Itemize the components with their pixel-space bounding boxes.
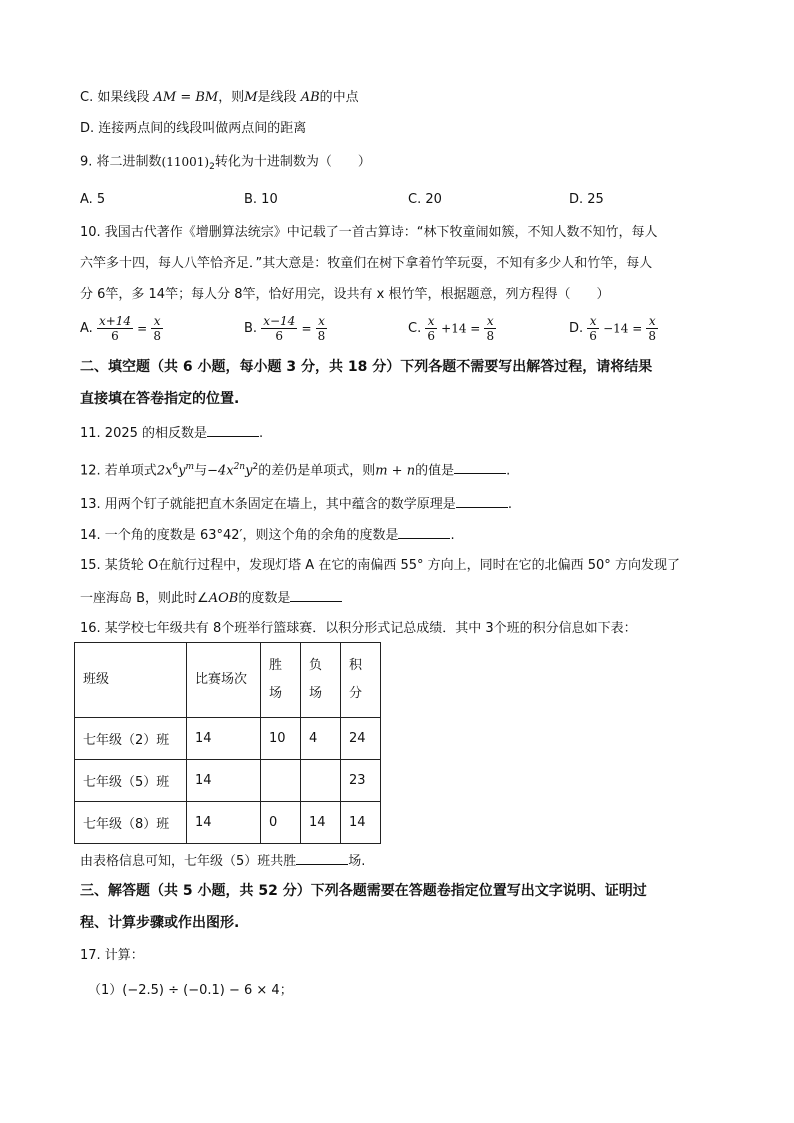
q10-b-num1: x−14 [263, 314, 296, 328]
q10-c-den1: 6 [427, 329, 435, 343]
score-table [74, 642, 381, 844]
q16-intro: 16. 某学校七年级共有 8个班举行篮球赛．以积分形式记总成绩．其中 3个班的积分信息如下表： [80, 621, 637, 636]
q12-term1: 2x [156, 463, 173, 479]
q12-mid2: 的差仍是单项式，则 [258, 463, 376, 479]
q11-suffix: . [259, 426, 264, 441]
q16-after [80, 852, 365, 870]
q12-exp2: m [185, 462, 195, 472]
q10-a-frac1 [97, 314, 133, 343]
cell-losses: 4 [301, 718, 341, 760]
q16-after-prefix: 由表格信息可知，七年级（5）班共胜 [80, 854, 297, 869]
q12-answer-blank[interactable] [454, 461, 506, 474]
cell-losses: 14 [301, 802, 341, 844]
q10-a-den1: 6 [111, 329, 119, 343]
table-row [75, 718, 381, 760]
q17-part1: （1）(−2.5) ÷ (−0.1) − 6 × 4； [88, 983, 293, 998]
q12-exp3: 2n [233, 462, 246, 472]
q9-option-b: B. 10 [244, 192, 278, 207]
q10-option-a [80, 314, 163, 343]
q10-d-label: D. [569, 321, 584, 336]
q10-d-den1: 6 [589, 329, 597, 343]
header-class: 班级 [75, 643, 187, 718]
q14-answer-blank[interactable] [398, 526, 450, 539]
q10-c-num2: x [484, 314, 496, 329]
section2-heading-line1: 二、填空题（共 6 小题，每小题 3 分，共 18 分）下列各题不需要写出解答过程，请将结果 [80, 359, 653, 375]
table-row [75, 760, 381, 802]
q15-angle: AOB [208, 591, 239, 606]
section2-heading-line2: 直接填在答卷指定的位置. [80, 391, 240, 407]
q10-c-frac2 [484, 314, 496, 343]
q8-option-c [80, 90, 359, 106]
q10-c-label: C. [408, 321, 422, 336]
cell-wins: 10 [261, 718, 301, 760]
q12-term2b: y [245, 463, 253, 479]
q10-line3: 分 6竿，多 14竿；每人分 8竿，恰好用完，设共有 x 根竹竿，根据题意，列方程得（ ） [80, 287, 610, 302]
q10-d-frac2 [646, 314, 658, 343]
q14-prefix: 14. 一个角的度数是 63°42′，则这个角的余角的度数是 [80, 528, 399, 543]
q16-answer-blank[interactable] [296, 852, 348, 865]
q11 [80, 424, 263, 442]
cell-games: 14 [187, 760, 261, 802]
header-points: 积分 [341, 643, 381, 718]
q10-c-eq: +14 = [441, 321, 481, 336]
q10-b-num2: x [316, 314, 328, 329]
header-wins: 胜场 [261, 643, 301, 718]
header-games: 比赛场次 [187, 643, 261, 718]
cell-points: 23 [341, 760, 381, 802]
q13-prefix: 13. 用两个钉子就能把直木条固定在墙上，其中蕴含的数学原理是 [80, 497, 456, 512]
q12 [80, 459, 510, 479]
q15-line2-prefix: 一座海岛 B，则此时∠ [80, 591, 209, 606]
q9-suffix: 转化为十进制数为（ ） [214, 154, 371, 170]
cell-wins: 0 [261, 802, 301, 844]
q9-prefix: 9. 将二进制数 [80, 154, 162, 170]
cell-class: 七年级（2）班 [75, 718, 187, 760]
q10-a-label: A. [80, 321, 93, 336]
q11-prefix: 11. 2025 的相反数是 [80, 426, 208, 441]
q9-base: 2 [209, 162, 215, 173]
q10-option-c [408, 314, 496, 343]
section3-heading-line1: 三、解答题（共 5 小题，共 52 分）下列各题需要在答题卷指定位置写出文字说明、证明过 [80, 883, 647, 899]
q10-a-frac2 [151, 314, 163, 343]
q12-exp4: 2 [252, 462, 259, 472]
cell-points: 14 [341, 802, 381, 844]
q14-suffix: . [450, 528, 455, 543]
q12-term2: −4x [207, 463, 234, 479]
q8-c-text: C. 如果线段 [80, 90, 150, 105]
score-table-header [75, 643, 381, 718]
section3-heading-line2: 程、计算步骤或作出图形. [80, 915, 240, 931]
cell-games: 14 [187, 718, 261, 760]
q10-b-den1: 6 [275, 329, 284, 343]
q10-b-label: B. [244, 321, 258, 336]
q8-option-d: D. 连接两点间的线段叫做两点间的距离 [80, 121, 307, 136]
cell-class: 七年级（5）班 [75, 760, 187, 802]
q10-b-frac2 [316, 314, 328, 343]
q10-a-num2: x [151, 314, 163, 329]
q8-c-expr: AM = BM [153, 90, 219, 105]
q14 [80, 526, 455, 544]
q10-d-num2: x [646, 314, 658, 329]
q10-b-den2: 8 [317, 329, 326, 343]
q9-stem [80, 154, 371, 175]
q10-d-eq: −14 = [603, 321, 643, 336]
q8-c-mid1: ，则 [218, 90, 245, 105]
q8-c-end: 的中点 [319, 90, 359, 105]
q15-answer-blank[interactable] [290, 589, 342, 602]
q15-line1: 15. 某货轮 O在航行过程中，发现灯塔 A 在它的南偏西 55° 方向上，同时在它的北偏西 50° 方向发现了 [80, 558, 680, 573]
q12-end: . [506, 463, 511, 479]
q15-line2-suffix: 的度数是 [238, 591, 291, 606]
table-row [75, 802, 381, 844]
q9-option-a: A. 5 [80, 192, 106, 207]
q10-c-num1: x [425, 314, 437, 329]
cell-wins [261, 760, 301, 802]
cell-games: 14 [187, 802, 261, 844]
q10-a-den2: 8 [153, 329, 162, 343]
q10-a-num1: x+14 [98, 314, 132, 328]
q10-d-den2: 8 [648, 329, 657, 343]
q10-option-b [244, 314, 327, 343]
q9-option-c: C. 20 [408, 192, 442, 207]
q13 [80, 495, 512, 513]
q10-line1: 10. 我国古代著作《增删算法统宗》中记载了一首古算诗：“林下牧童闹如簇，不知人数不知竹，每人 [80, 225, 658, 240]
q9-number: (11001) [161, 155, 210, 169]
q17-title: 17. 计算： [80, 948, 144, 963]
q10-option-d [569, 314, 658, 343]
q12-prefix: 12. 若单项式 [80, 463, 157, 479]
q12-exp1: 6 [172, 462, 179, 472]
q11-answer-blank[interactable] [207, 424, 259, 437]
q10-line2: 六竿多十四，每人八竿恰齐足．”其大意是：牧童们在树下拿着竹竿玩耍，不知有多少人和竹竿，每人 [80, 256, 653, 271]
q8-c-ab: AB [300, 90, 320, 105]
q12-suffix: 的值是 [415, 463, 455, 479]
q10-a-eq: = [137, 321, 148, 336]
q10-c-den2: 8 [486, 329, 495, 343]
q8-c-mid2: 是线段 [257, 90, 297, 105]
cell-losses [301, 760, 341, 802]
q12-term1b: y [178, 463, 186, 479]
q9-option-d: D. 25 [569, 192, 604, 207]
q12-expr: m + n [375, 463, 416, 479]
q10-d-num1: x [587, 314, 599, 329]
q10-c-frac1 [425, 314, 437, 343]
cell-class: 七年级（8）班 [75, 802, 187, 844]
q10-b-frac1 [261, 314, 297, 343]
q10-b-eq: = [301, 321, 312, 336]
q13-answer-blank[interactable] [456, 495, 508, 508]
q12-mid: 与 [194, 463, 208, 479]
q8-c-m: M [244, 90, 258, 105]
q10-d-frac1 [587, 314, 599, 343]
q13-suffix: . [507, 497, 512, 512]
cell-points: 24 [341, 718, 381, 760]
q16-after-suffix: 场. [348, 854, 366, 869]
header-losses: 负场 [301, 643, 341, 718]
q15-line2 [80, 589, 342, 607]
